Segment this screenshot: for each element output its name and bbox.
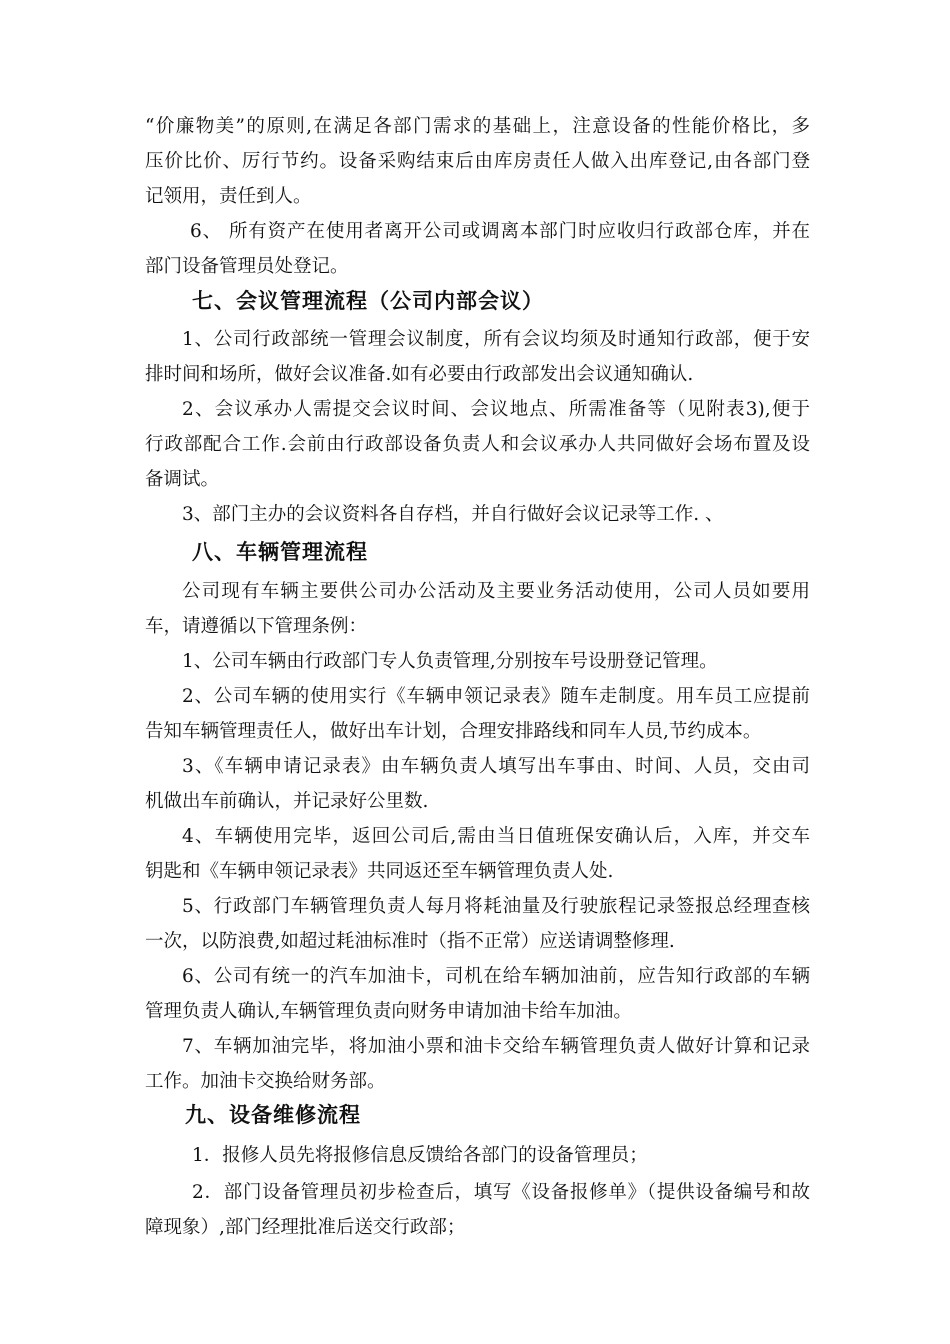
paragraph-line: 2、会议承办人需提交会议时间、会议地点、所需准备等（见附表3),便于 [182, 399, 810, 420]
paragraph-line: 排时间和场所，做好会议准备.如有必要由行政部发出会议通知确认. [145, 364, 694, 385]
paragraph-line: 1、公司行政部统一管理会议制度，所有会议均须及时通知行政部，便于安 [182, 329, 810, 350]
paragraph-line: 3、部门主办的会议资料各自存档，并自行做好会议记录等工作. 、 [182, 504, 724, 525]
paragraph-line: 钥匙和《车辆申领记录表》共同返还至车辆管理负责人处. [145, 861, 614, 882]
paragraph-line: 部门设备管理员处登记。 [145, 256, 349, 277]
section-heading-meeting: 七、会议管理流程（公司内部会议） [192, 289, 544, 313]
paragraph-line: 压价比价、厉行节约。设备采购结束后由库房责任人做入出库登记,由各部门登 [145, 151, 810, 172]
paragraph-line: 2、公司车辆的使用实行《车辆申领记录表》随车走制度。用车员工应提前 [182, 686, 810, 707]
paragraph-line: 障现象）,部门经理批准后送交行政部； [145, 1217, 466, 1238]
paragraph-line: 7、车辆加油完毕，将加油小票和油卡交给车辆管理负责人做好计算和记录 [182, 1036, 810, 1057]
paragraph-line: 2．部门设备管理员初步检查后，填写《设备报修单》（提供设备编号和故 [192, 1182, 810, 1203]
paragraph-line: “价廉物美”的原则,在满足各部门需求的基础上，注意设备的性能价格比，多 [145, 116, 810, 137]
paragraph-line: 机做出车前确认，并记录好公里数. [145, 791, 429, 812]
paragraph-line: 1．报修人员先将报修信息反馈给各部门的设备管理员； [192, 1145, 648, 1166]
paragraph-line: 备调试。 [145, 469, 220, 490]
paragraph-line: 6、公司有统一的汽车加油卡，司机在给车辆加油前，应告知行政部的车辆 [182, 966, 810, 987]
paragraph-line: 4、车辆使用完毕，返回公司后,需由当日值班保安确认后，入库，并交车 [182, 826, 810, 847]
paragraph-line: 工作。加油卡交换给财务部。 [145, 1071, 386, 1092]
paragraph-line: 告知车辆管理责任人，做好出车计划，合理安排路线和同车人员,节约成本。 [145, 721, 762, 742]
paragraph-line: 管理负责人确认,车辆管理负责向财务申请加油卡给车加油。 [145, 1001, 632, 1022]
paragraph-line: 记领用，责任到人。 [145, 186, 312, 207]
paragraph-line: 行政部配合工作.会前由行政部设备负责人和会议承办人共同做好会场布置及设 [145, 434, 810, 455]
paragraph-line: 3、《车辆申请记录表》由车辆负责人填写出车事由、时间、人员，交由司 [182, 756, 810, 777]
paragraph-line: 一次，以防浪费,如超过耗油标准时（指不正常）应送请调整修理. [145, 931, 675, 952]
paragraph-line: 车，请遵循以下管理条例： [145, 616, 368, 637]
paragraph-line: 公司现有车辆主要供公司办公活动及主要业务活动使用，公司人员如要用 [182, 581, 810, 602]
section-heading-repair: 九、设备维修流程 [185, 1103, 361, 1127]
paragraph-line: 6、 所有资产在使用者离开公司或调离本部门时应收归行政部仓库，并在 [190, 221, 810, 242]
section-heading-vehicle: 八、车辆管理流程 [192, 540, 368, 564]
paragraph-line: 5、行政部门车辆管理负责人每月将耗油量及行驶旅程记录签报总经理查核 [182, 896, 810, 917]
paragraph-line: 1、公司车辆由行政部门专人负责管理,分别按车号设册登记管理。 [182, 651, 718, 672]
